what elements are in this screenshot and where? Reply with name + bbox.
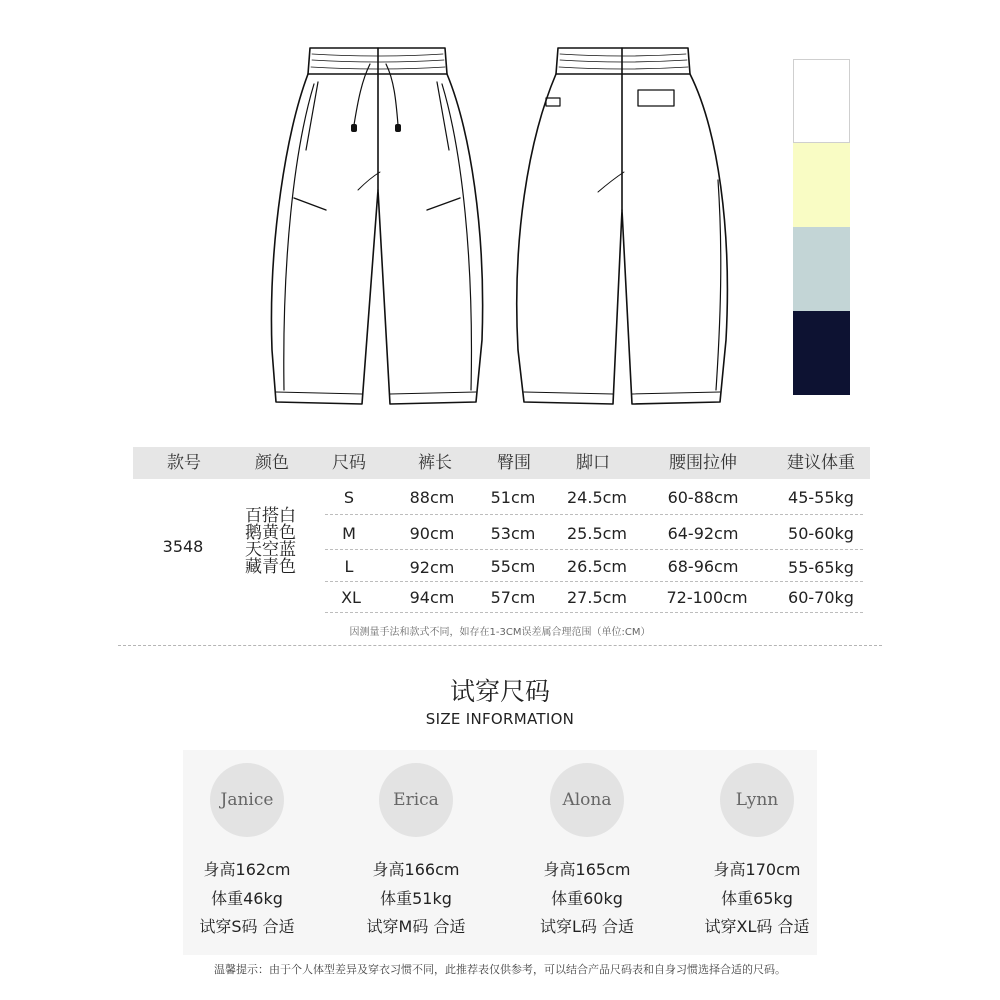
back-pants-drawing (508, 40, 738, 420)
style-number: 3548 (162, 537, 204, 556)
model-panel (183, 750, 817, 955)
row-divider (325, 612, 863, 613)
front-pants-drawing (262, 40, 492, 420)
model-height: 身高166cm (372, 860, 460, 879)
section-title: 试穿尺码 (449, 677, 550, 706)
row-divider (325, 514, 863, 515)
model-avatar: Erica (379, 763, 453, 837)
cell-weight: 60-70kg (788, 588, 854, 607)
size-table-header (133, 447, 870, 479)
cell-hem: 26.5cm (566, 557, 628, 576)
cell-hem: 24.5cm (566, 488, 628, 507)
model-height: 身高170cm (713, 860, 801, 879)
cell-hip: 57cm (490, 588, 536, 607)
cell-length: 94cm (409, 588, 455, 607)
color-name: 百搭白 (245, 506, 296, 526)
swatch-white[interactable] (793, 59, 850, 143)
cell-weight: 45-55kg (788, 488, 854, 507)
cell-size: XL (341, 588, 361, 607)
model-weight: 体重60kg (551, 889, 623, 908)
model-fit: 试穿XL码 合适 (704, 917, 810, 936)
header-waist-stretch: 腰围拉伸 (669, 453, 737, 473)
model-height: 身高165cm (543, 860, 631, 879)
row-divider (325, 549, 863, 550)
swatch-navy[interactable] (793, 311, 850, 395)
section-subtitle: SIZE INFORMATION (425, 710, 575, 728)
model-avatar: Alona (550, 763, 624, 837)
model-fit: 试穿L码 合适 (539, 917, 634, 936)
cell-size: M (342, 524, 356, 543)
color-name: 藏青色 (245, 557, 296, 577)
cell-hem: 27.5cm (566, 588, 628, 607)
model-fit: 试穿M码 合适 (366, 917, 466, 936)
model-avatar: Janice (210, 763, 284, 837)
color-name: 天空蓝 (245, 540, 296, 560)
cell-length: 92cm (409, 558, 455, 577)
model-fit: 试穿S码 合适 (199, 917, 295, 936)
row-divider (325, 581, 863, 582)
swatch-sky-blue[interactable] (793, 227, 850, 311)
header-color: 颜色 (255, 453, 289, 473)
cell-length: 90cm (409, 524, 455, 543)
table-footnote: 因测量手法和款式不同，如存在1-3CM误差属合理范围（单位:CM） (349, 627, 651, 638)
cell-length: 88cm (409, 488, 455, 507)
model-height: 身高162cm (203, 860, 291, 879)
cell-waist: 68-96cm (667, 557, 739, 576)
color-name: 鹅黄色 (245, 523, 296, 543)
header-hip: 臀围 (497, 453, 531, 473)
swatch-yellow[interactable] (793, 143, 850, 227)
model-weight: 体重65kg (721, 889, 793, 908)
model-weight: 体重46kg (211, 889, 283, 908)
cell-hip: 53cm (490, 524, 536, 543)
header-style-number: 款号 (167, 453, 201, 473)
cell-hem: 25.5cm (566, 524, 628, 543)
cell-hip: 51cm (490, 488, 536, 507)
cell-weight: 50-60kg (788, 524, 854, 543)
cell-waist: 64-92cm (667, 524, 739, 543)
section-divider (118, 645, 882, 646)
bottom-note: 温馨提示：由于个人体型差异及穿衣习惯不同，此推荐表仅供参考，可以结合产品尺码表和自身习惯选择合适的尺码。 (214, 963, 786, 976)
header-suggested-weight: 建议体重 (787, 453, 855, 473)
header-length: 裤长 (418, 453, 452, 473)
header-size: 尺码 (332, 453, 366, 473)
cell-waist: 72-100cm (666, 588, 748, 607)
model-avatar: Lynn (720, 763, 794, 837)
cell-size: S (343, 488, 355, 507)
cell-waist: 60-88cm (667, 488, 739, 507)
model-weight: 体重51kg (380, 889, 452, 908)
cell-hip: 55cm (490, 557, 536, 576)
cell-weight: 55-65kg (788, 558, 854, 577)
header-hem: 脚口 (576, 453, 610, 473)
cell-size: L (344, 557, 354, 576)
